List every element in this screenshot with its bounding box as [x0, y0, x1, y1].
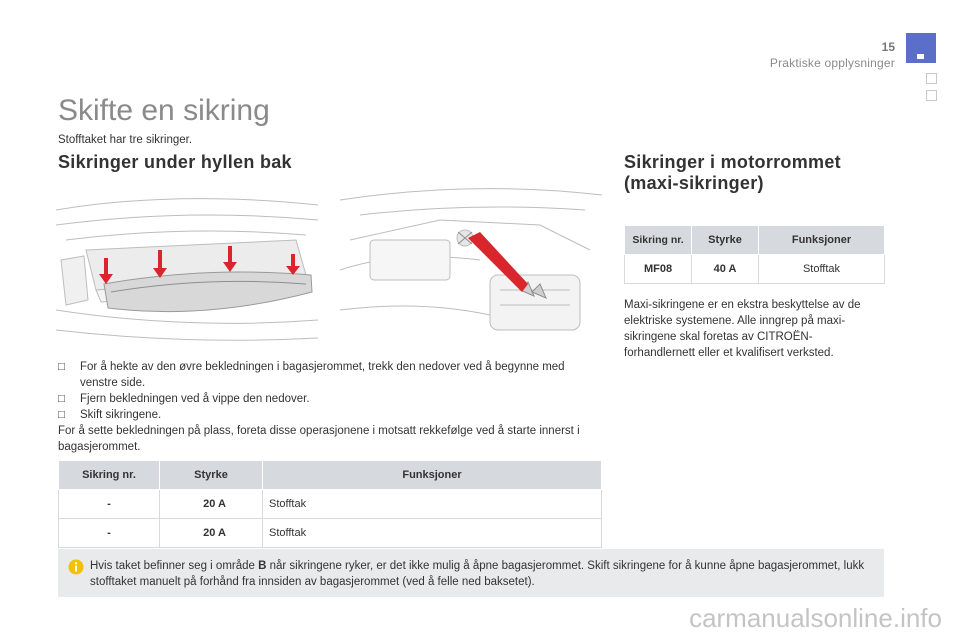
col-header-fuse-no: Sikring nr.	[625, 226, 692, 255]
rear-shelf-illustration	[56, 180, 318, 348]
reassembly-text: For å sette bekledningen på plass, foreta disse operasjonene i motsatt rekkefølge ved å starte innerst i bagasjerommet.	[58, 425, 580, 453]
note-area-label: B	[258, 560, 267, 572]
left-heading: Sikringer under hyllen bak	[58, 152, 292, 172]
note-text-start: Hvis taket befinner seg i område	[90, 560, 259, 572]
col-header-fuse-no: Sikring nr.	[59, 461, 160, 490]
right-heading-line-1: Sikringer i motorrommet	[624, 152, 841, 172]
watermark: carmanualsonline.info	[689, 603, 942, 633]
fuse-table-engine	[624, 225, 885, 284]
chapter-tab[interactable]	[906, 33, 936, 63]
page-title: Skifte en sikring	[58, 94, 270, 127]
right-heading-line-2: (maxi-sikringer)	[624, 173, 764, 193]
bullet-text-1: For å hekte av den øvre bekledningen i bagasjerommet, trekk den nedover ved å begynne med venstre side.	[80, 361, 565, 389]
cell-rating: 20 A	[160, 519, 263, 548]
page-number: 15	[881, 40, 895, 54]
bullet-item-3	[58, 407, 603, 423]
section-title: Praktiske opplysninger	[769, 56, 895, 70]
bullet-text-3: Skift sikringene.	[80, 409, 162, 421]
bullet-square-icon: □	[58, 409, 65, 421]
instructions	[58, 359, 603, 455]
maxi-fuse-text: Maxi-sikringene er en ekstra beskyttelse av de elektriske systemene. Alle inngrep på maxi-sikringene skal foretas av CITROËN-forhandlernett eller et kvalifisert verksted.	[624, 299, 861, 359]
bullet-square-icon: □	[58, 361, 65, 373]
table-row	[59, 519, 602, 548]
cell-function: Stofftak	[263, 519, 602, 548]
nav-box-2	[926, 90, 937, 101]
cell-function: Stofftak	[263, 490, 602, 519]
note-text-end: når sikringene ryker, er det ikke mulig å åpne bagasjerommet. Skift sikringene for å kunne åpne bagasjerommet, lukk stofftaket manuelt på forhånd fra innsiden av bagasjerommet (ved å felle ned baksetet).	[90, 560, 865, 588]
cell-function: Stofftak	[759, 255, 885, 284]
note-text	[90, 558, 870, 590]
cell-fuse-no: -	[59, 490, 160, 519]
cell-rating: 20 A	[160, 490, 263, 519]
bullet-item-1	[58, 359, 603, 391]
intro-text: Stofftaket har tre sikringer.	[58, 134, 193, 146]
nav-box-1	[926, 73, 937, 84]
col-header-functions: Funksjoner	[759, 226, 885, 255]
info-note	[58, 549, 884, 597]
fuse-table-rear	[58, 460, 602, 548]
right-heading	[624, 152, 884, 194]
cell-fuse-no: -	[59, 519, 160, 548]
cell-fuse-no: MF08	[625, 255, 692, 284]
table-row	[59, 490, 602, 519]
bullet-square-icon: □	[58, 393, 65, 405]
cell-rating: 40 A	[692, 255, 759, 284]
table-row	[625, 255, 885, 284]
bullet-item-2	[58, 391, 603, 407]
col-header-rating: Styrke	[692, 226, 759, 255]
col-header-functions: Funksjoner	[263, 461, 602, 490]
col-header-rating: Styrke	[160, 461, 263, 490]
info-icon	[68, 559, 84, 580]
engine-bay-illustration	[340, 180, 602, 348]
bullet-text-2: Fjern bekledningen ved å vippe den nedover.	[80, 393, 310, 405]
